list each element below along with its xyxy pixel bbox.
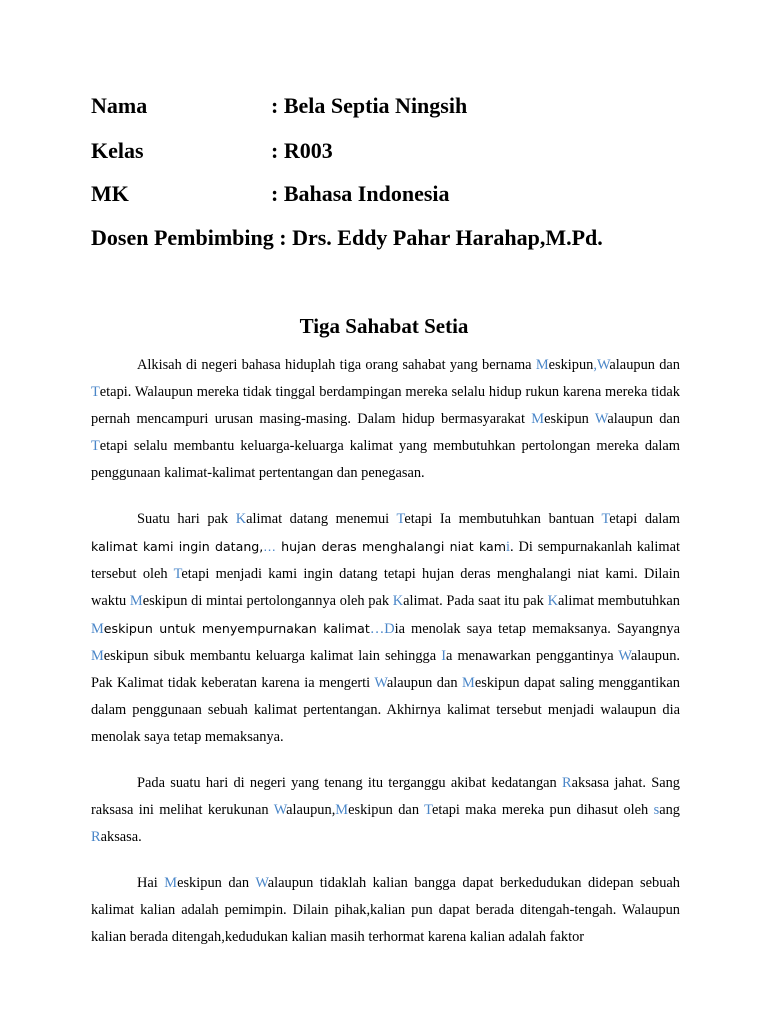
highlighted-letter: T: [91, 384, 100, 400]
highlighted-letter: T: [173, 566, 182, 582]
text-run: alaupun tidaklah kalian bangga dapat berkedudukan didepan sebuah kalimat kalian adalah pemimpin. Dilain pihak,kalian pun dapat berada ditengah-tengah. Walaupun kalian berada ditengah,kedudukan kalian masih terhormat karena kalian adalah faktor: [91, 875, 680, 945]
highlighted-letter: K: [392, 593, 404, 609]
text-run: etapi selalu membantu keluarga-keluarga kalimat yang membutuhkan pertolongan mereka dalam penggunaan kalimat-kalimat pertentangan dan penegasan.: [91, 438, 680, 481]
header-label: Nama: [91, 93, 148, 118]
highlighted-letter: s: [653, 802, 660, 818]
highlighted-letter: M: [535, 357, 549, 373]
paragraph: [91, 770, 680, 851]
highlighted-letter: W: [273, 802, 287, 818]
highlighted-letter: …D: [369, 621, 395, 637]
header-label: Kelas: [91, 138, 144, 163]
highlighted-letter: T: [424, 802, 432, 818]
highlighted-letter: K: [547, 593, 558, 609]
text-run: alaupun dan: [609, 357, 680, 373]
paragraph: [91, 870, 680, 951]
highlighted-letter: M: [531, 411, 545, 427]
highlighted-letter: M: [462, 675, 475, 691]
highlighted-letter: i: [506, 539, 511, 555]
text-run: hujan deras menghalangi niat kam: [275, 539, 507, 554]
text-run: eskipun dapat saling menggantikan dalam penggunaan sebuah kalimat pertentangan. Akhirnya kalimat tersebut menjadi walaupun dia menolak saya tetap memaksanya.: [91, 675, 681, 745]
highlighted-letter: W: [594, 411, 608, 427]
header-row-dosen: [91, 225, 603, 251]
header-label: Dosen Pembimbing: [91, 225, 274, 250]
header-value: : Drs. Eddy Pahar Harahap,M.Pd.: [273, 225, 603, 250]
header-label: MK: [91, 181, 129, 206]
highlighted-letter: M: [91, 621, 104, 637]
highlighted-letter: M: [91, 648, 104, 664]
highlighted-letter: R: [91, 829, 101, 845]
text-run: alaupun dan: [607, 411, 680, 427]
text-run: eskipun: [544, 411, 595, 427]
text-run: Alkisah di negeri bahasa hiduplah tiga orang sahabat yang bernama: [137, 357, 536, 373]
header-value: : Bahasa Indonesia: [271, 181, 450, 206]
text-run: alaupun dan: [386, 675, 463, 691]
highlighted-letter: …: [263, 539, 276, 554]
highlighted-letter: T: [91, 438, 100, 454]
highlighted-letter: W: [374, 675, 387, 691]
text-run: Pada suatu hari di negeri yang tenang itu terganggu akibat kedatangan: [137, 775, 562, 791]
text-run: ia menolak saya tetap memaksanya. Sayangnya: [394, 621, 680, 637]
header-value: : R003: [271, 138, 333, 163]
highlighted-letter: M: [335, 802, 349, 818]
text-run: eskipun dan: [177, 875, 256, 891]
highlighted-letter: K: [235, 511, 247, 527]
text-run: etapi maka mereka pun dihasut oleh: [431, 802, 654, 818]
document-body: [91, 352, 680, 970]
text-run: eskipun dan: [348, 802, 425, 818]
text-run: aksasa.: [100, 829, 142, 845]
text-run: . Di sempurnakanlah kalimat tersebut oleh: [91, 539, 681, 582]
text-run: ang: [659, 802, 680, 818]
text-run: Hai: [137, 875, 165, 891]
text-run: eskipun untuk menyempurnakan kalimat: [103, 621, 370, 636]
text-run: alaupun,: [286, 802, 336, 818]
text-run: etapi. Walaupun mereka tidak tinggal berdampingan mereka selalu hidup rukun karena mereka tidak pernah mencampuri urusan masing-masing. Dalam hidup bermasyarakat: [91, 384, 680, 427]
header-row-mk: [91, 181, 450, 207]
highlighted-letter: M: [129, 593, 143, 609]
highlighted-letter: W: [618, 648, 631, 664]
text-run: etapi Ia membutuhkan bantuan: [404, 511, 602, 527]
text-run: eskipun di mintai pertolongannya oleh pak: [142, 593, 393, 609]
paragraph: [91, 352, 680, 487]
highlighted-letter: M: [164, 875, 178, 891]
highlighted-letter: T: [601, 511, 610, 527]
text-run: alimat membutuhkan: [557, 593, 680, 609]
document-title: Tiga Sahabat Setia: [299, 314, 469, 338]
text-run: a menawarkan penggantinya: [446, 648, 619, 664]
highlighted-letter: I: [441, 648, 446, 664]
highlighted-letter: T: [396, 511, 405, 527]
text-run: alimat. Pada saat itu pak: [403, 593, 548, 609]
header-value: : Bela Septia Ningsih: [271, 93, 468, 118]
text-run: etapi menjadi kami ingin datang tetapi hujan deras menghalangi niat kami. Dilain waktu: [91, 566, 680, 609]
header-row-kelas: [91, 138, 333, 164]
text-run: etapi dalam: [609, 511, 681, 527]
text-run: alimat datang menemui: [246, 511, 397, 527]
header-row-nama: [91, 93, 467, 119]
text-run: eskipun sibuk membantu keluarga kalimat lain sehingga: [103, 648, 442, 664]
text-run: Suatu hari pak: [137, 511, 236, 527]
text-run: kalimat kami ingin datang,: [91, 539, 264, 554]
paragraph: [91, 506, 680, 751]
text-run: eskipun: [548, 357, 594, 373]
highlighted-letter: ,W: [593, 357, 610, 373]
text-run: alaupun. Pak Kalimat tidak keberatan karena ia mengerti: [91, 648, 680, 691]
text-run: aksasa jahat. Sang raksasa ini melihat kerukunan: [91, 775, 680, 818]
highlighted-letter: R: [562, 775, 572, 791]
highlighted-letter: W: [255, 875, 268, 891]
